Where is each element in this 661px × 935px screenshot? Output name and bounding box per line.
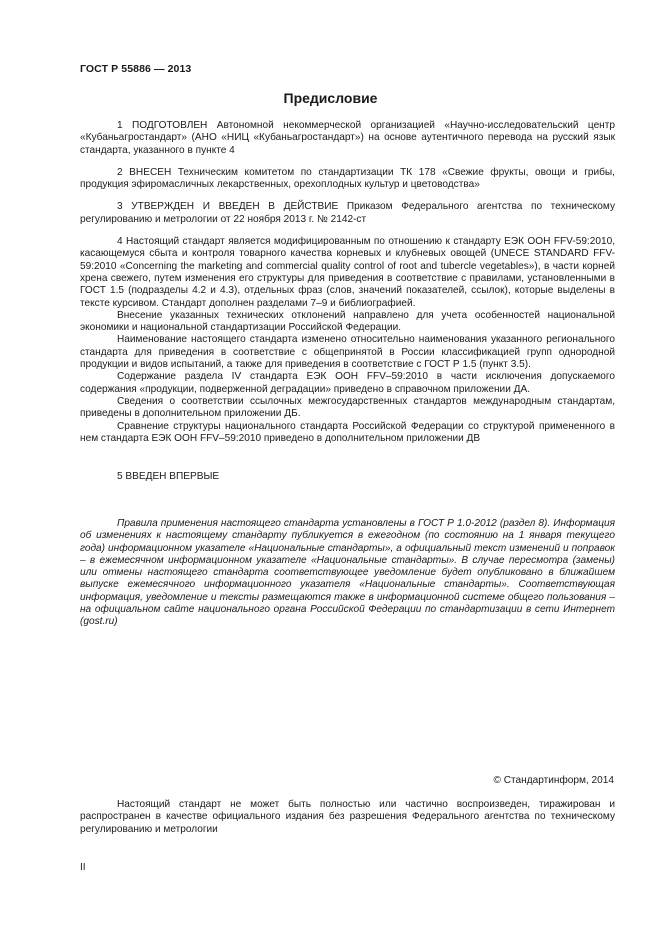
section-4-modification: 4 Настоящий стандарт является модифицированным по отношению к стандарту ЕЭК ООН FFV-59:2010, касающемуся сбыта и контроля товарного качества корневых и клубневых овощей (UNECE STANDARD FFV-59:2010 «Concerning the marketing and commercial quality control of root and tubercle vegetables»), в части корней хрена свежего, путем изменения его структуры для приведения в соответствие с правилами, установленными в ГОСТ 1.5 (подразделы 4.2 и 4.3), отдельных фраз (слов, значений показателей, ссылок), которые выделены в тексте курсивом. Стандарт дополнен разделами 7–9 и библиографией. bbox=[80, 236, 615, 309]
page-number: II bbox=[80, 862, 86, 873]
paragraph-name-change: Наименование настоящего стандарта изменено относительно наименования указанного регионального стандарта для приведения в соответствие с общепринятой в России классификацией групп однородной продукции и видов испытаний, а также для приведения в соответствие с ГОСТ Р 1.5 (пункт 3.5). bbox=[80, 334, 615, 371]
page-title: Предисловие bbox=[283, 90, 378, 106]
rules-note bbox=[80, 518, 615, 629]
paragraph-deviations: Внесение указанных технических отклонений направлено для учета особенностей национальной экономики и национальной стандартизации Российской Федерации. bbox=[80, 309, 615, 334]
reproduction-notice bbox=[80, 799, 615, 836]
rules-note-text: Правила применения настоящего стандарта установлены в ГОСТ Р 1.0-2012 (раздел 8). Информация об изменениях к настоящему стандарту публикуется в ежегодном (по состоянию на 1 января текущего года) информационном указателе «Национальные стандарты», а официальный текст изменений и поправок – в ежемесячном информационном указателе «Национальные стандарты». В случае пересмотра (замены) или отмены настоящего стандарта соответствующее уведомление будет опубликовано в ближайшем выпуске ежемесячного информационного указателя «Национальные стандарты». Соответствующая информация, уведомление и тексты размещаются также в информационной системе общего пользования – на официальном сайте национального органа Российской Федерации по стандартизации в сети Интернет (gost.ru) bbox=[80, 518, 615, 628]
section-5-introduced: 5 ВВЕДЕН ВПЕРВЫЕ bbox=[117, 471, 220, 483]
paragraph-references: Сведения о соответствии ссылочных межгосударственных стандартов международным стандартам, приведены в дополнительном приложении ДБ. bbox=[80, 395, 615, 420]
foreword-body bbox=[80, 120, 615, 483]
section-1-prepared: 1 ПОДГОТОВЛЕН Автономной некоммерческой организацией «Научно-исследовательский центр «Кубаньагростандарт» (АНО «НИЦ «Кубаньагростандарт») на основе аутентичного перевода на русский язык стандарта, указанного в пункте 4 bbox=[80, 120, 615, 156]
paragraph-section-iv: Содержание раздела IV стандарта ЕЭК ООН FFV–59:2010 в части исключения допускаемого содержания «продукции, подверженной деградации» приведено в справочном приложении ДА. bbox=[80, 371, 615, 395]
reproduction-notice-text: Настоящий стандарт не может быть полностью или частично воспроизведен, тиражирован и распространен в качестве официального издания без разрешения Федерального агентства по техническому регулированию и метрологии bbox=[80, 799, 615, 835]
section-3-approved: 3 УТВЕРЖДЕН И ВВЕДЕН В ДЕЙСТВИЕ Приказом Федерального агентства по техническому регулированию и метрологии от 22 ноября 2013 г. № 2142-ст bbox=[80, 201, 615, 225]
paragraph-structure: Сравнение структуры национального стандарта Российской Федерации со структурой примененного в нем стандарта ЕЭК ООН FFV–59:2010 приведено в дополнительном приложении ДВ bbox=[80, 420, 615, 444]
section-2-submitted: 2 ВНЕСЕН Техническим комитетом по стандартизации ТК 178 «Свежие фрукты, овощи и грибы, продукция эфиромасличных лекарственных, орехоплодных культур и цветоводства» bbox=[80, 166, 615, 191]
document-code-header: ГОСТ Р 55886 — 2013 bbox=[80, 63, 192, 75]
copyright: © Стандартинформ, 2014 bbox=[493, 775, 614, 786]
